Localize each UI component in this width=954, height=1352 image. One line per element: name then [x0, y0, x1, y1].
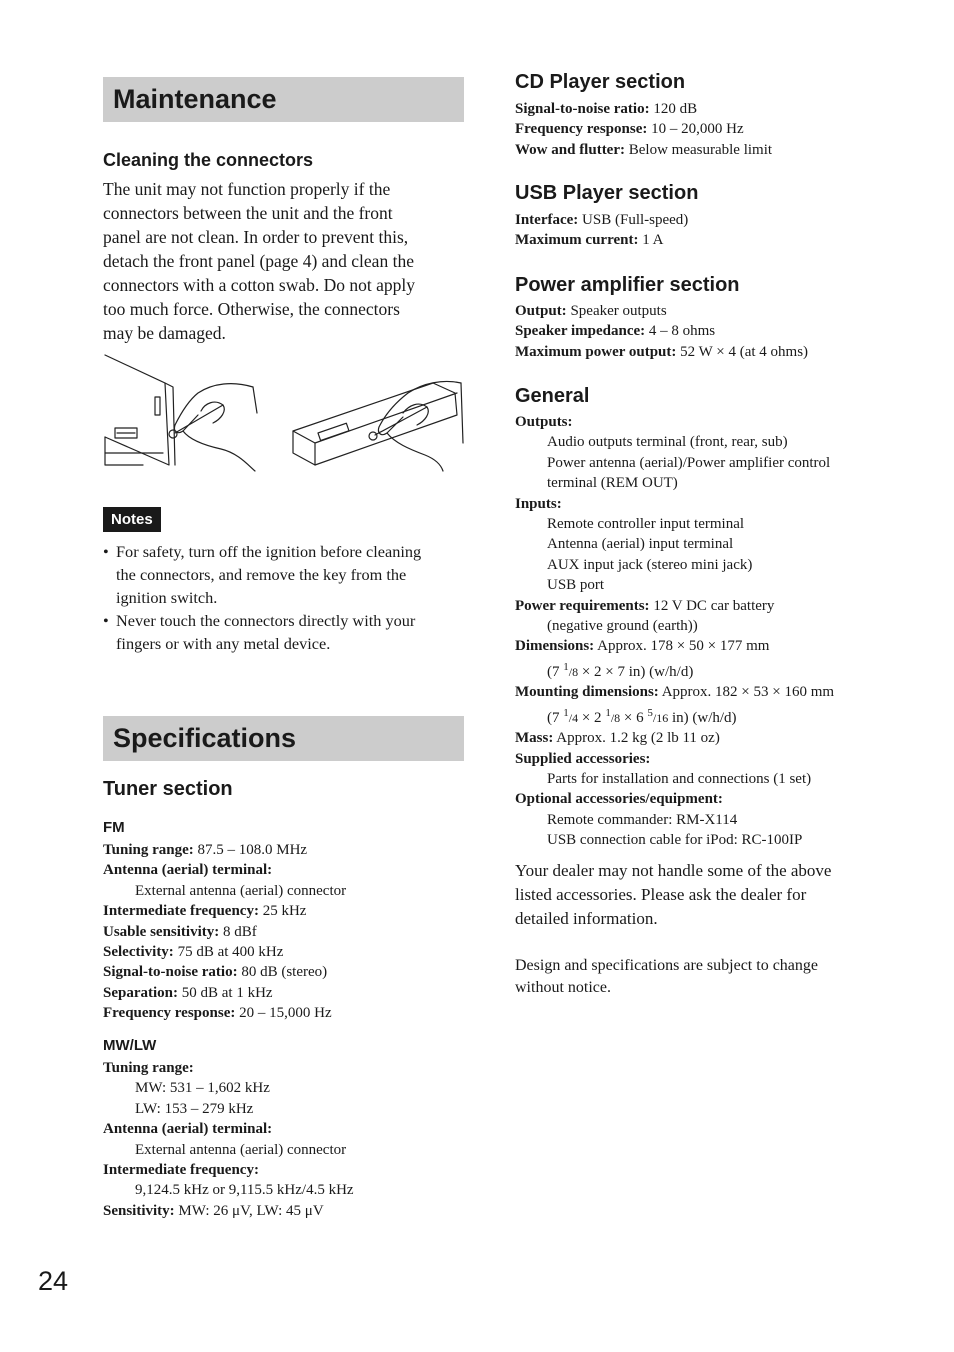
cd-spec-list	[515, 99, 885, 160]
spec-value: Approx. 182 × 53 × 160 mm	[658, 684, 835, 701]
spec-value: 1	[563, 660, 569, 673]
spec-row-indent	[515, 769, 885, 789]
list-item: • Never touch the connectors directly with your fingers or with any metal device.	[103, 609, 464, 655]
spec-value: /16	[652, 710, 669, 725]
spec-value: LW: 153 – 279 kHz	[135, 1100, 254, 1117]
maintenance-title: Maintenance	[103, 77, 464, 122]
spec-row	[103, 1003, 473, 1023]
spec-label: Speaker impedance:	[515, 323, 646, 340]
spec-row-indent	[515, 453, 885, 473]
spec-row-indent	[103, 881, 473, 901]
spec-row	[103, 1119, 473, 1139]
spec-row-fraction	[515, 703, 885, 728]
spec-value: Remote controller input terminal	[547, 516, 745, 533]
spec-label: Dimensions:	[515, 638, 595, 655]
spec-value: 1	[563, 706, 569, 719]
spec-row-indent	[515, 575, 885, 595]
spec-row-indent	[103, 1078, 473, 1098]
spec-row-indent	[515, 473, 885, 493]
usb-spec-list	[515, 210, 885, 251]
spec-row	[515, 301, 885, 321]
spec-value: 120 dB	[649, 101, 698, 117]
spec-value: Approx. 178 × 50 × 177 mm	[594, 638, 770, 655]
cd-heading: CD Player section	[515, 71, 686, 93]
spec-value: USB connection cable for iPod: RC-100IP	[547, 832, 803, 849]
spec-label: Optional accessories/equipment:	[515, 791, 723, 808]
spec-value: × 2	[578, 709, 606, 726]
spec-value: Power antenna (aerial)/Power amplifier control	[547, 454, 831, 471]
spec-value: Parts for installation and connections (1 set)	[547, 770, 812, 787]
spec-row-indent	[515, 555, 885, 575]
mwlw-spec-list	[103, 1058, 473, 1221]
spec-label: Output:	[515, 303, 567, 319]
spec-value: 1 A	[638, 232, 664, 249]
spec-label: Antenna (aerial) terminal:	[103, 862, 273, 879]
spec-row-indent	[515, 810, 885, 830]
spec-label: Maximum current:	[515, 232, 639, 249]
spec-value: 20 – 15,000 Hz	[235, 1005, 332, 1022]
spec-row-indent	[515, 830, 885, 850]
spec-row	[515, 636, 885, 656]
amp-spec-list	[515, 301, 885, 362]
amp-heading: Power amplifier section	[515, 274, 740, 296]
spec-row	[103, 983, 473, 1003]
spec-row	[515, 210, 885, 230]
spec-row	[103, 1201, 473, 1221]
spec-row	[515, 119, 885, 139]
usb-heading: USB Player section	[515, 182, 699, 204]
spec-value: External antenna (aerial) connector	[135, 882, 347, 899]
spec-label: Frequency response:	[515, 121, 648, 138]
spec-label: Supplied accessories:	[515, 750, 651, 767]
cleaning-illustration	[103, 353, 464, 473]
spec-value: 80 dB (stereo)	[237, 964, 328, 981]
spec-row	[515, 494, 885, 514]
spec-row-indent	[103, 1180, 473, 1200]
cleaning-heading: Cleaning the connectors	[103, 150, 314, 170]
spec-label: Sensitivity:	[103, 1202, 175, 1219]
spec-label: Frequency response:	[103, 1005, 236, 1022]
spec-value: × 2 × 7 in) (w/h/d)	[578, 663, 694, 680]
spec-label: Separation:	[103, 984, 178, 1001]
spec-row	[103, 840, 473, 860]
spec-value: 25 kHz	[258, 903, 307, 920]
spec-row	[103, 901, 473, 921]
spec-label: Signal-to-noise ratio:	[515, 101, 650, 117]
spec-row	[103, 922, 473, 942]
spec-row	[515, 342, 885, 362]
spec-value: 5	[647, 706, 653, 719]
list-item: • For safety, turn off the ignition before cleaning the connectors, and remove the key from the ignition switch.	[103, 540, 464, 609]
spec-row	[515, 596, 885, 616]
tuner-heading: Tuner section	[103, 778, 233, 800]
spec-value: External antenna (aerial) connector	[135, 1141, 347, 1158]
page-number: 24	[38, 1266, 69, 1296]
spec-label: Wow and flutter:	[515, 141, 625, 158]
spec-row	[515, 412, 885, 432]
spec-row	[515, 99, 885, 119]
spec-row-indent	[515, 534, 885, 554]
spec-row	[103, 1160, 473, 1180]
mwlw-heading: MW/LW	[103, 1037, 157, 1054]
spec-row	[515, 789, 885, 809]
spec-value: MW: 531 – 1,602 kHz	[135, 1080, 270, 1097]
spec-value: in) (w/h/d)	[668, 709, 737, 726]
spec-label: Usable sensitivity:	[103, 923, 220, 940]
spec-row	[103, 1058, 473, 1078]
spec-label: Intermediate frequency:	[103, 903, 259, 920]
design-notice: Design and specifications are subject to change without notice.	[515, 957, 818, 996]
spec-value: terminal (REM OUT)	[547, 475, 678, 492]
cleaning-text: The unit may not function properly if the connectors between the unit and the front panel are not clean. In order to prevent this, detach the front panel (page 4) and clean the connectors with a cotton swab. Do not apply too much force. Otherwise, the connectors may be damaged.	[103, 179, 416, 343]
spec-value: 50 dB at 1 kHz	[178, 984, 273, 1001]
spec-label: Interface:	[515, 212, 579, 228]
spec-value: /4	[568, 710, 579, 725]
spec-value: × 6	[620, 709, 648, 726]
general-heading: General	[515, 385, 590, 407]
general-spec-list	[515, 412, 885, 851]
spec-value: 12 V DC car battery	[649, 597, 775, 614]
spec-value: 4 – 8 ohms	[645, 323, 716, 340]
spec-value: 52 W × 4 (at 4 ohms)	[676, 343, 809, 360]
spec-label: Antenna (aerial) terminal:	[103, 1121, 273, 1138]
spec-label: Maximum power output:	[515, 343, 677, 360]
spec-label: Outputs:	[515, 414, 573, 430]
spec-value: (negative ground (earth))	[547, 618, 698, 635]
fm-heading: FM	[103, 819, 125, 836]
spec-value: Speaker outputs	[566, 303, 667, 319]
spec-row	[515, 230, 885, 250]
spec-value: Below measurable limit	[625, 141, 773, 158]
spec-value: USB port	[547, 577, 605, 594]
spec-row-indent	[515, 432, 885, 452]
notes-list	[103, 540, 464, 655]
spec-row	[515, 749, 885, 769]
spec-label: Mass:	[515, 730, 554, 747]
spec-value: (7	[547, 663, 564, 680]
spec-value: 8 dBf	[219, 923, 257, 940]
spec-row	[515, 140, 885, 160]
spec-row	[103, 860, 473, 880]
spec-label: Tuning range:	[103, 842, 194, 858]
specifications-title: Specifications	[103, 716, 464, 761]
spec-row	[515, 682, 885, 702]
dealer-text: Your dealer may not handle some of the above listed accessories. Please ask the dealer for detailed information.	[515, 861, 832, 928]
spec-value: (7	[547, 709, 564, 726]
spec-value: 75 dB at 400 kHz	[173, 944, 284, 961]
spec-value: 87.5 – 108.0 MHz	[193, 842, 308, 858]
spec-label: Intermediate frequency:	[103, 1162, 259, 1179]
spec-value: USB (Full-speed)	[578, 212, 689, 228]
spec-value: Audio outputs terminal (front, rear, sub)	[547, 434, 788, 451]
spec-row-indent	[515, 514, 885, 534]
spec-value: AUX input jack (stereo mini jack)	[547, 556, 753, 573]
spec-value: /8	[568, 664, 579, 679]
spec-value: Antenna (aerial) input terminal	[547, 536, 734, 553]
notes-badge: Notes	[103, 507, 161, 532]
spec-value: Remote commander: RM-X114	[547, 811, 738, 828]
spec-row	[515, 728, 885, 748]
spec-value: Approx. 1.2 kg (2 lb 11 oz)	[553, 730, 720, 747]
spec-label: Power requirements:	[515, 597, 650, 614]
spec-label: Mounting dimensions:	[515, 684, 659, 701]
spec-value: MW: 26 μV, LW: 45 μV	[174, 1202, 324, 1219]
spec-row-fraction	[515, 657, 885, 682]
spec-row-indent	[103, 1140, 473, 1160]
spec-value: /8	[610, 710, 621, 725]
spec-label: Inputs:	[515, 495, 562, 512]
spec-row-indent	[103, 1099, 473, 1119]
spec-value: 10 – 20,000 Hz	[647, 121, 744, 138]
spec-value: 9,124.5 kHz or 9,115.5 kHz/4.5 kHz	[135, 1182, 354, 1199]
spec-label: Selectivity:	[103, 944, 174, 961]
spec-value: 1	[605, 706, 611, 719]
spec-row	[103, 962, 473, 982]
spec-row	[103, 942, 473, 962]
fm-spec-list	[103, 840, 473, 1024]
spec-row	[515, 321, 885, 341]
spec-label: Signal-to-noise ratio:	[103, 964, 238, 981]
spec-label: Tuning range:	[103, 1060, 194, 1076]
spec-row-indent	[515, 616, 885, 636]
